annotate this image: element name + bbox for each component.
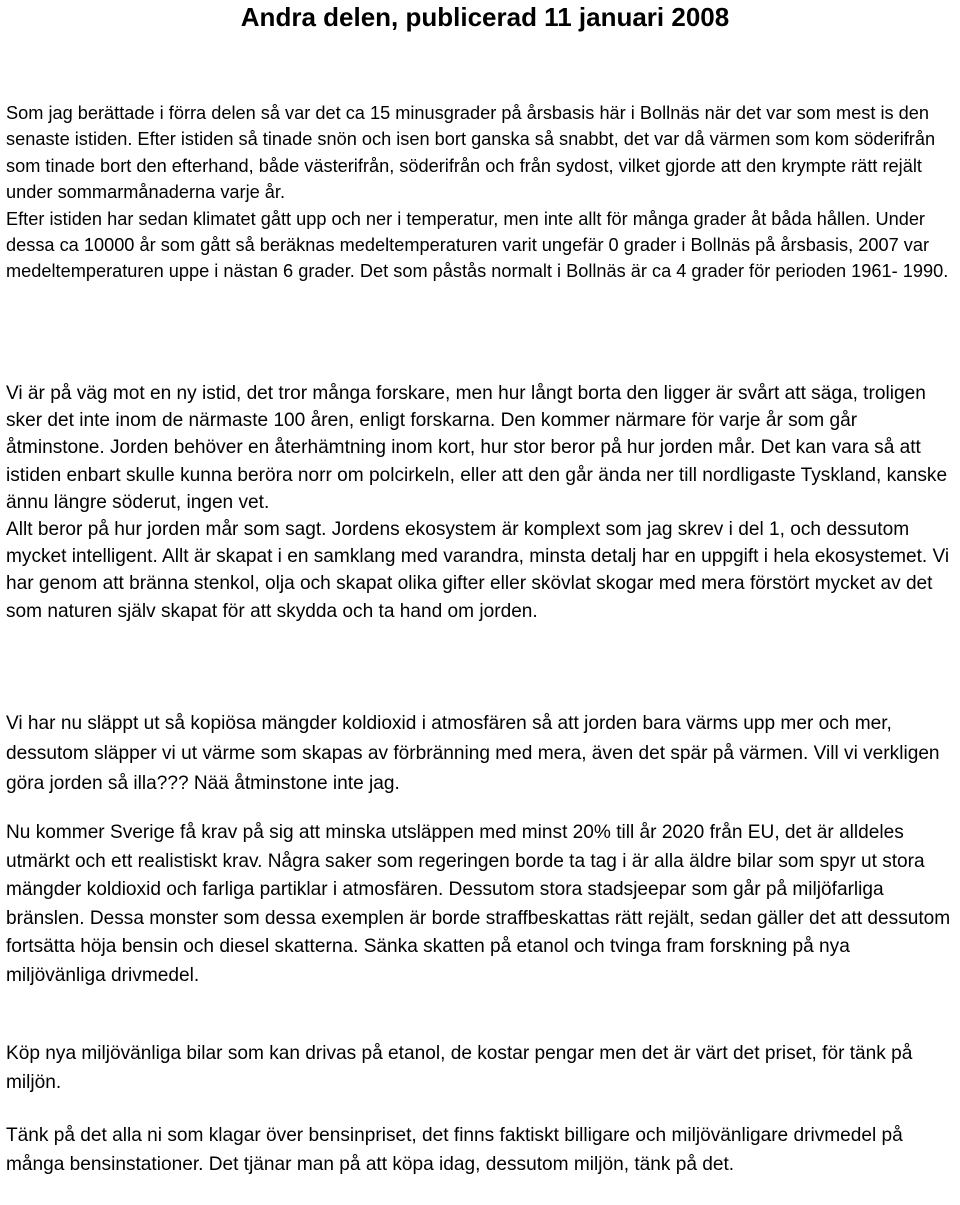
paragraph-2-text-b: Allt beror på hur jorden mår som sagt. Jordens ekosystem är komplext som jag skrev i del 1, och dessutom mycket intelligent. Allt är skapat i en samklang med varandra, minsta detalj har en uppgift i hela ekosystemet. Vi har genom att bränna stenkol, olja och skapat olika gifter eller skövlat skogar med mera förstört mycket av det som naturen själv skapat för att skydda och ta hand om jorden. xyxy=(6,519,950,622)
paragraph-5 xyxy=(6,1040,952,1097)
paragraph-2-text-a: Vi är på väg mot en ny istid, det tror många forskare, men hur långt borta den ligger är svårt att säga, troligen sker det inte inom de närmaste 100 åren, enligt forskarna. Den kommer närmare för varje år som går åtminstone. Jorden behöver en återhämtning inom kort, hur stor beror på hur jorden mår. Det kan vara så att istiden enbart skulle kunna beröra norr om polcirkeln, eller att den går ända ner till nordligaste Tyskland, kanske ännu längre söderut, ingen vet. xyxy=(6,383,948,513)
paragraph-5-text: Köp nya miljövänliga bilar som kan drivas på etanol, de kostar pengar men det är värt det priset, för tänk på miljön. xyxy=(6,1043,913,1093)
paragraph-3 xyxy=(6,709,952,800)
paragraph-2 xyxy=(6,380,952,625)
document-body xyxy=(6,0,952,1175)
paragraph-3-text: Vi har nu släppt ut så kopiösa mängder koldioxid i atmosfären så att jorden bara värms upp mer och mer, dessutom släpper vi ut värme som skapas av förbränning med mera, även det spär på värmen. Vill vi verkligen göra jorden så illa??? Nää åtminstone inte jag. xyxy=(6,713,940,795)
paragraph-1-text-b: Efter istiden har sedan klimatet gått upp och ner i temperatur, men inte allt för många grader åt båda hållen. Under dessa ca 10000 år som gått så beräknas medeltemperaturen varit ungefär 0 grader i Bollnäs på årsbasis, 2007 var medeltemperaturen uppe i nästan 6 grader. Det som påstås normalt i Bollnäs är ca 4 grader för perioden 1961- 1990. xyxy=(6,208,949,282)
paragraph-4 xyxy=(6,819,952,991)
paragraph-1 xyxy=(6,100,952,285)
document-title: Andra delen, publicerad 11 januari 2008 xyxy=(240,2,730,32)
paragraph-1-text-a: Som jag berättade i förra delen så var det ca 15 minusgrader på årsbasis här i Bollnäs när det var som mest is den senaste istiden. Efter istiden så tinade snön och isen bort ganska så snabbt, det var då värmen som kom söderifrån som tinade bort den efterhand, både västerifrån, söderifrån och från sydost, vilket gjorde att den krympte rätt rejält under sommarmånaderna varje år. xyxy=(6,103,936,203)
paragraph-6-text: Tänk på det alla ni som klagar över bensinpriset, det finns faktiskt billigare och miljövänligare drivmedel på många bensinstationer. Det tjänar man på att köpa idag, dessutom miljön, tänk på det. xyxy=(6,1125,903,1175)
paragraph-4-text: Nu kommer Sverige få krav på sig att minska utsläppen med minst 20% till år 2020 från EU, det är alldeles utmärkt och ett realistiskt krav. Några saker som regeringen borde ta tag i är alla äldre bilar som spyr ut stora mängder koldioxid och farliga partiklar i atmosfären. Dessutom stora stadsjeepar som går på miljöfarliga bränslen. Dessa monster som dessa exemplen är borde straffbeskattas rätt rejält, sedan gäller det att dessutom fortsätta höja bensin och diesel skatterna. Sänka skatten på etanol och tvinga fram forskning på nya miljövänliga drivmedel. xyxy=(6,822,951,986)
paragraph-6 xyxy=(6,1122,952,1179)
